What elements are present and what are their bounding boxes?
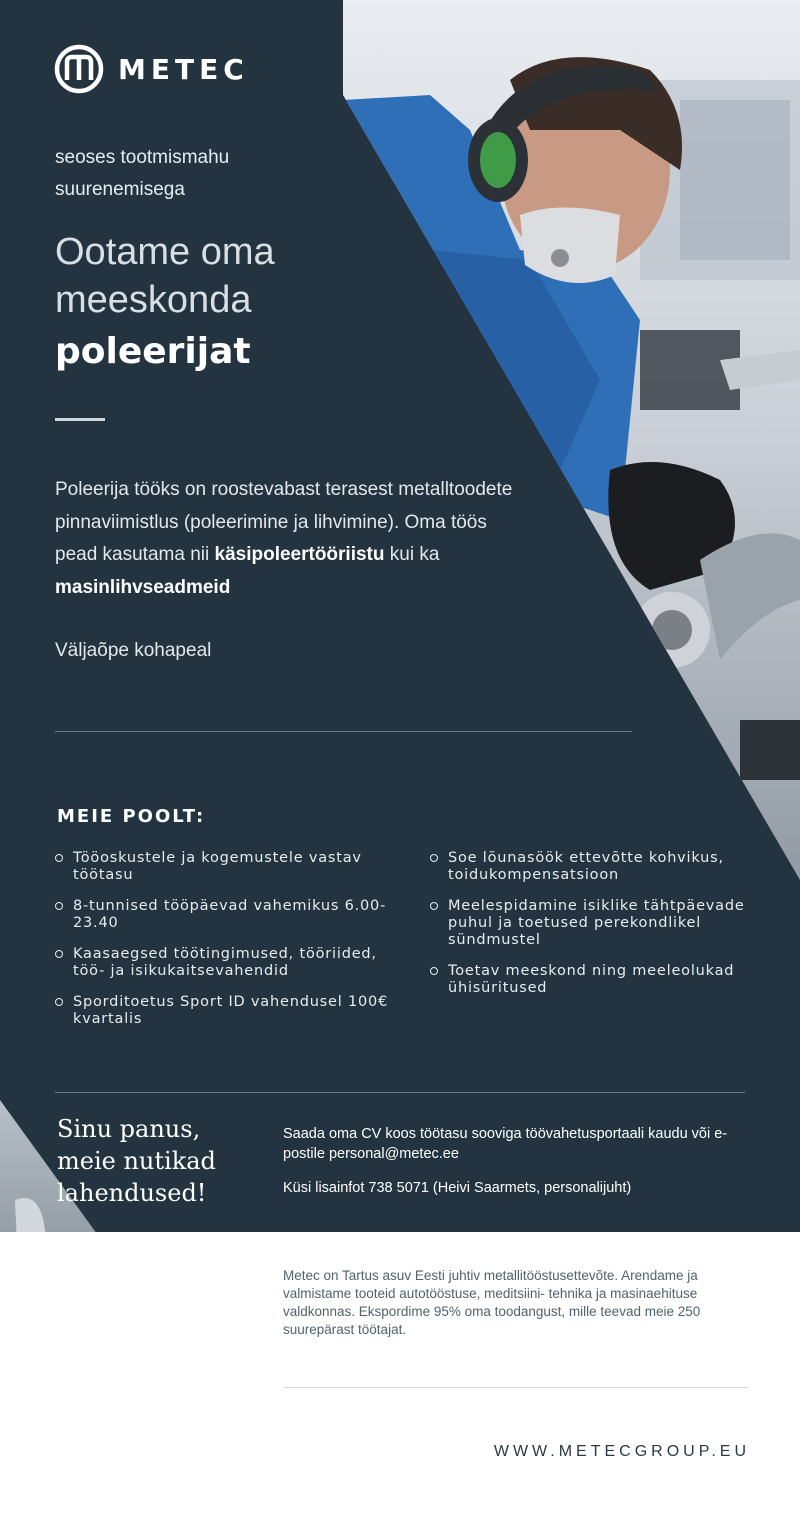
slogan-line-3: lahendused! [57, 1179, 207, 1207]
benefits-list-left [55, 850, 405, 1042]
job-title: poleerijat [55, 331, 251, 372]
metec-logo [54, 44, 249, 94]
company-about: Metec on Tartus asuv Eesti juhtiv metallitööstusettevõte. Arendame ja valmistame tooteid autotööstuse, meditsiini- tehnika ja masinaehituse valdkonnas. Ekspordime 95% oma toodangust, mille teevad meie 250 suurepärast töötajat. [283, 1268, 701, 1337]
bullet-icon [55, 998, 63, 1006]
contact-phone: Küsi lisainfot 738 5071 (Heivi Saarmets, personalijuht) [283, 1180, 632, 1196]
bullet-icon [430, 902, 438, 910]
description-text-2: kui ka [384, 544, 440, 565]
divider-1 [55, 731, 632, 732]
training-note: Väljaõpe kohapeal [55, 640, 212, 661]
benefit-item [430, 898, 760, 949]
bullet-icon [55, 854, 63, 862]
description-bold-2: masinlihvseadmeid [55, 576, 231, 598]
headline-line-1: Ootame oma [55, 231, 275, 273]
benefit-text: Soe lõunasöök ettevõtte kohvikus, toidukompensatsioon [448, 850, 724, 883]
headline-line-2: meeskonda [55, 279, 252, 321]
benefit-item [55, 946, 405, 980]
intro-line-2: suurenemisega [55, 179, 185, 200]
benefit-text: Sporditoetus Sport ID vahendusel 100€ kvartalis [73, 994, 389, 1027]
benefits-list-right [430, 850, 760, 1011]
metec-logo-icon [54, 44, 104, 94]
bullet-icon [430, 967, 438, 975]
benefit-item [55, 898, 405, 932]
intro-text [55, 142, 315, 206]
benefit-text: Toetav meeskond ning meeleolukad ühisüritused [448, 963, 735, 996]
benefit-item [430, 850, 760, 884]
divider-2 [55, 1092, 745, 1093]
benefit-item [55, 850, 405, 884]
benefit-text: Kaasaegsed töötingimused, tööriided, töö- ja isikukaitsevahendid [73, 946, 377, 979]
divider-short [55, 418, 105, 421]
slogan-line-2: meie nutikad [57, 1147, 216, 1175]
website-link[interactable]: WWW.METECGROUP.EU [493, 1443, 750, 1460]
slogan [57, 1113, 257, 1209]
job-description [55, 474, 525, 604]
intro-line-1: seoses tootmismahu [55, 147, 230, 168]
brand-name: METEC [118, 52, 249, 86]
benefits-title: MEIE POOLT: [57, 806, 206, 827]
benefit-text: Meelespidamine isiklike tähtpäevade puhul ja toetused perekondlikel sündmustel [448, 898, 745, 948]
bullet-icon [430, 854, 438, 862]
slogan-line-1: Sinu panus, [57, 1115, 201, 1143]
description-text-1: Poleerija tööks on roostevabast terasest metalltoodete pinnaviimistlus (poleerimine ja lihvimine). Oma töös pead kasutama nii [55, 479, 513, 565]
apply-instructions: Saada oma CV koos töötasu sooviga töövahetusportaali kaudu või e-postile personal@metec.ee [283, 1126, 728, 1162]
benefit-text: Tööoskustele ja kogemustele vastav töötasu [73, 850, 362, 883]
benefit-item [430, 963, 760, 997]
bullet-icon [55, 902, 63, 910]
description-bold-1: käsipoleertööriistu [214, 544, 385, 565]
contact-info [283, 1124, 753, 1212]
headline [55, 228, 385, 376]
divider-3 [283, 1387, 748, 1388]
benefit-item [55, 994, 405, 1028]
benefit-text: 8-tunnised tööpäevad vahemikus 6.00-23.40 [73, 898, 387, 931]
bullet-icon [55, 950, 63, 958]
